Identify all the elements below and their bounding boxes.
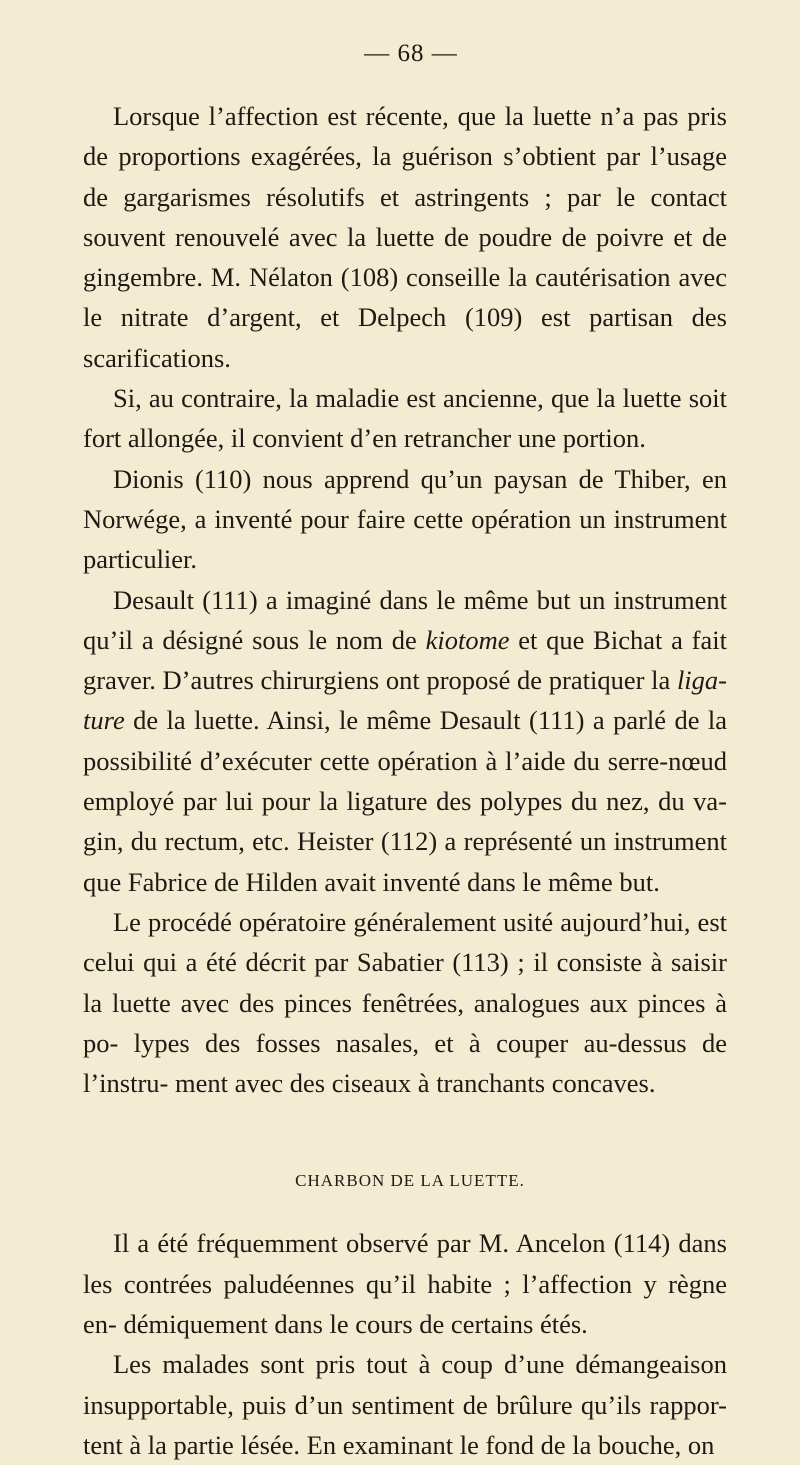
- kiotome-term: kiotome: [425, 624, 510, 655]
- paragraph-dionis: Dionis (110) nous apprend qu’un paysan de Thiber, en Norwége, a inventé pour faire cette opération un instrument particulier.: [83, 463, 727, 575]
- paragraph-procede-operatoire: Le procédé opératoire généralement usité aujourd’hui, est celui qui a été décrit par Sabatier (113) ; il consiste à saisir la luette avec des pinces fenêtrées, analogues aux pinces à po- lypes des fosses nasales, et à couper au-dessus de l’instru- ment avec des ciseaux à tranchants concaves.: [83, 906, 727, 1099]
- desault-text-1: Desault (111) a imaginé dans le même but un instrument qu’il a désigné sous le nom de: [83, 584, 727, 655]
- paragraph-maladie-ancienne: Si, au contraire, la maladie est ancienne, que la luette soit fort allongée, il convient d’en retrancher une portion.: [83, 383, 727, 454]
- section-title: CHARBON DE LA LUETTE.: [295, 1171, 525, 1191]
- paragraph-affection-recente: Lorsque l’affection est récente, que la luette n’a pas pris de proportions exagérées, la guérison s’obtient par l’usage de gargarismes résolutifs et astringents ; par le contact souvent renouvelé avec la luette de poudre de poivre et de gingembre. M. Nélaton (108) conseille la cautérisation avec le nitrate d’argent, et Delpech (109) est partisan des scarifications.: [83, 101, 727, 373]
- desault-text-3: de la luette. Ainsi, le même Desault (111) a parlé de la possibilité d’exécuter cette opération à l’aide du serre-nœud employé par lui pour la ligature des polypes du nez, du va- gin, du rectum, etc. Heister (112) a représenté un instrument que Fabrice de Hilden avait inventé dans le même but.: [83, 705, 727, 897]
- page-number: — 68 —: [364, 40, 458, 67]
- ligature-term: liga- ture: [83, 665, 727, 736]
- paragraph-desault: [83, 580, 727, 902]
- desault-text-2: et que Bichat a fait graver. D’autres chirurgiens ont proposé de pratiquer la: [83, 624, 727, 696]
- paragraph-malades: Les malades sont pris tout à coup d’une démangeaison insupportable, puis d’un sentiment de brûlure qu’ils rappor- tent à la partie lésée. En examinant le fond de la bouche, on: [83, 1349, 727, 1460]
- paragraph-ancelon: Il a été fréquemment observé par M. Ancelon (114) dans les contrées paludéennes qu’il habite ; l’affection y règne en- démiquement dans le cours de certains étés.: [83, 1228, 727, 1340]
